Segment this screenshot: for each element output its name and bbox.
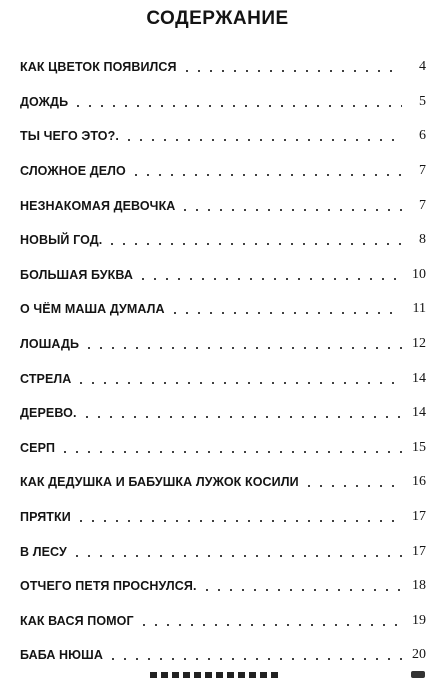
toc-entry-title: ДОЖДЬ [20, 94, 69, 109]
dot-leader [72, 96, 402, 108]
toc-entry-page: 18 [412, 578, 426, 594]
toc-entry-page: 6 [419, 128, 426, 144]
toc-entry-page: 8 [419, 232, 426, 248]
toc-entry-title: НЕЗНАКОМАЯ ДЕВОЧКА [20, 198, 176, 213]
dot-leader [71, 546, 402, 558]
toc-entry-title: ПРЯТКИ [20, 510, 71, 525]
dot-leader [169, 303, 402, 315]
toc-entry-title: В ЛЕСУ [20, 544, 67, 559]
toc-entry-page: 20 [412, 647, 426, 663]
toc-entry-title: СЛОЖНОЕ ДЕЛО [20, 164, 126, 179]
toc-entry-page: 11 [412, 301, 426, 317]
dot-leader [106, 234, 402, 246]
toc-entry[interactable] [20, 396, 426, 431]
dot-leader [107, 649, 402, 661]
toc-entry[interactable] [20, 292, 426, 327]
toc-entry-title: КАК ЦВЕТОК ПОЯВИЛСЯ [20, 60, 177, 75]
toc-entry[interactable] [20, 223, 426, 258]
toc-entry-title: СЕРП [20, 440, 56, 455]
toc-entry-page: 15 [412, 439, 426, 455]
toc-entry[interactable] [20, 604, 426, 639]
toc-entry[interactable] [20, 154, 426, 189]
toc-entry-title: БОЛЬШАЯ БУКВА [20, 267, 134, 282]
toc-entry-title: СТРЕЛА [20, 371, 72, 386]
toc-entry-page: 19 [412, 612, 426, 628]
toc-entry-title: КАК ВАСЯ ПОМОГ [20, 613, 134, 628]
toc-entry-page: 4 [419, 59, 426, 75]
toc-entry[interactable] [20, 569, 426, 604]
table-of-contents [20, 50, 426, 673]
toc-entry[interactable] [20, 534, 426, 569]
dot-leader [83, 338, 402, 350]
toc-entry[interactable] [20, 188, 426, 223]
toc-entry-page: 14 [412, 405, 426, 421]
toc-entry[interactable] [20, 361, 426, 396]
toc-entry-page: 5 [419, 93, 426, 109]
toc-entry[interactable] [20, 500, 426, 535]
dot-leader [81, 407, 402, 419]
dot-leader [75, 511, 402, 523]
toc-entry-title: ЛОШАДЬ [20, 337, 80, 352]
dot-leader [303, 476, 402, 488]
dot-leader [130, 165, 402, 177]
dot-leader [201, 580, 402, 592]
toc-entry-title: ОТЧЕГО ПЕТЯ ПРОСНУЛСЯ. [20, 579, 197, 594]
toc-entry[interactable] [20, 327, 426, 362]
page-title: СОДЕРЖАНИЕ [146, 8, 289, 29]
toc-entry-page: 17 [412, 543, 426, 559]
dot-leader [179, 200, 402, 212]
dot-leader [138, 615, 402, 627]
toc-entry-title: ДЕРЕВО. [20, 406, 77, 421]
toc-entry[interactable] [20, 431, 426, 466]
toc-entry-page: 7 [419, 163, 426, 179]
toc-entry-title: КАК ДЕДУШКА И БАБУШКА ЛУЖОК КОСИЛИ [20, 475, 299, 490]
toc-entry-page: 10 [412, 266, 426, 282]
toc-entry-title: О ЧЁМ МАША ДУМАЛА [20, 302, 165, 317]
toc-entry[interactable] [20, 465, 426, 500]
toc-entry-page: 7 [419, 197, 426, 213]
toc-entry-page: 14 [412, 370, 426, 386]
toc-entry-title: НОВЫЙ ГОД. [20, 233, 103, 248]
toc-entry[interactable] [20, 638, 426, 673]
cropped-next-page-number [411, 671, 425, 678]
toc-entry-page: 16 [412, 474, 426, 490]
dot-leader [137, 269, 402, 281]
toc-entry-page: 17 [412, 509, 426, 525]
dot-leader [75, 373, 402, 385]
dot-leader [59, 442, 402, 454]
toc-entry-title: ТЫ ЧЕГО ЭТО?. [20, 129, 119, 144]
toc-entry[interactable] [20, 258, 426, 293]
toc-entry[interactable] [20, 50, 426, 85]
toc-entry[interactable] [20, 119, 426, 154]
toc-entry[interactable] [20, 85, 426, 120]
dot-leader [181, 61, 402, 73]
toc-entry-page: 12 [412, 336, 426, 352]
cropped-next-entry [150, 672, 280, 678]
toc-entry-title: БАБА НЮША [20, 648, 103, 663]
dot-leader [123, 130, 402, 142]
